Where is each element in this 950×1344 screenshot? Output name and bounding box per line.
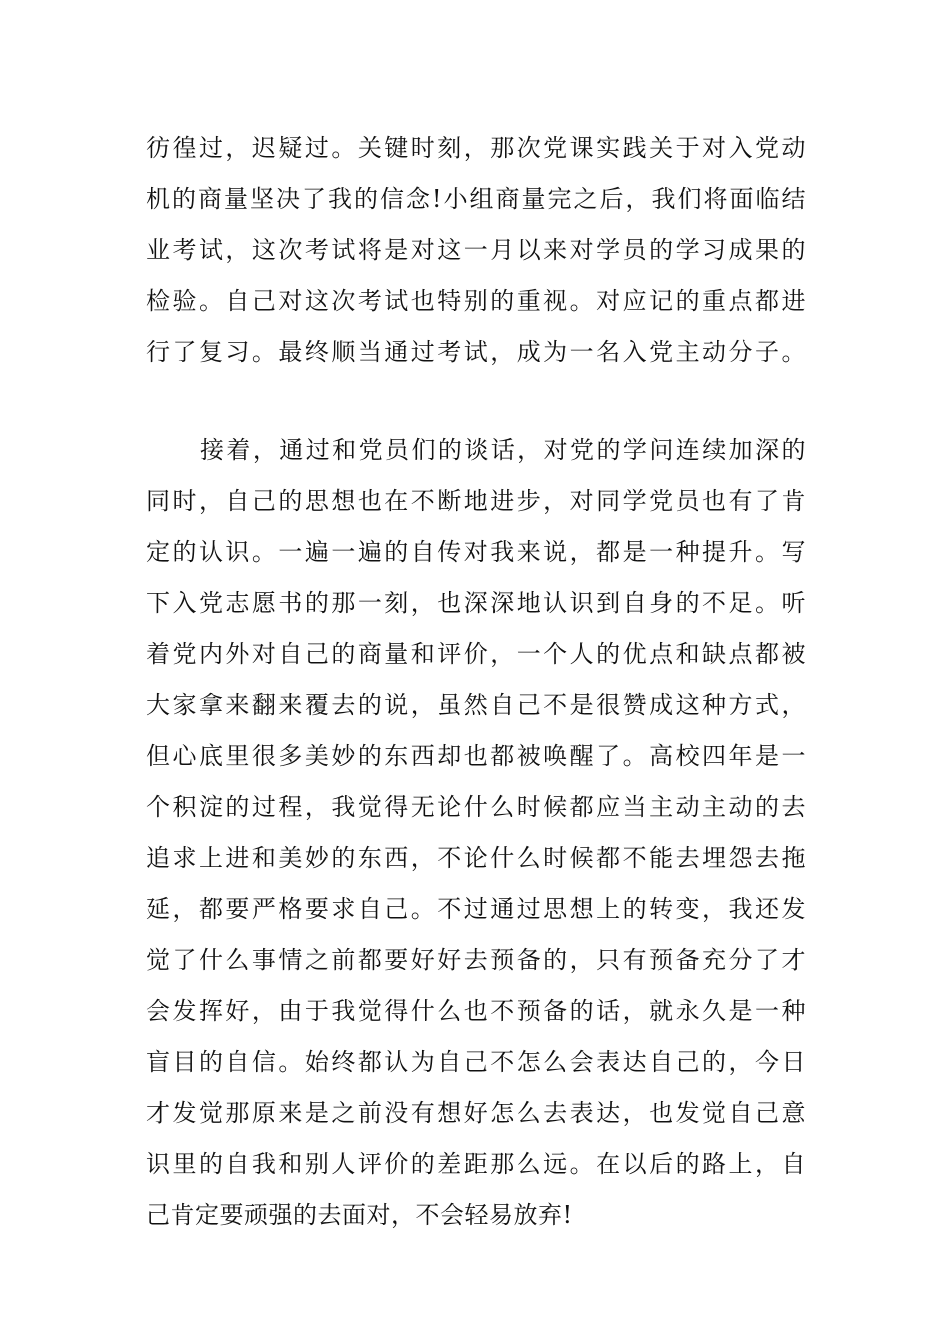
paragraph-line: 行了复习。最终顺当通过考试，成为一名入党主动分子。 bbox=[146, 338, 806, 366]
paragraph-1 bbox=[146, 123, 806, 378]
paragraph-2 bbox=[146, 425, 806, 1241]
paragraph-line: 定的认识。一遍一遍的自传对我来说，都是一种提升。写 bbox=[146, 538, 806, 566]
paragraph-line: 延，都要严格要求自己。不过通过思想上的转变，我还发 bbox=[146, 895, 806, 923]
paragraph-line: 但心底里很多美妙的东西却也都被唤醒了。高校四年是一 bbox=[146, 742, 806, 770]
paragraph-line: 机的商量坚决了我的信念!小组商量完之后，我们将面临结 bbox=[146, 185, 806, 213]
paragraph-line: 下入党志愿书的那一刻，也深深地认识到自身的不足。听 bbox=[146, 589, 806, 617]
paragraph-line: 才发觉那原来是之前没有想好怎么去表达，也发觉自己意 bbox=[146, 1099, 806, 1127]
paragraph-line: 追求上进和美妙的东西，不论什么时候都不能去埋怨去拖 bbox=[146, 844, 806, 872]
paragraph-line: 大家拿来翻来覆去的说，虽然自己不是很赞成这种方式， bbox=[146, 691, 806, 719]
paragraph-line: 识里的自我和别人评价的差距那么远。在以后的路上，自 bbox=[146, 1150, 806, 1178]
paragraph-line: 同时，自己的思想也在不断地进步，对同学党员也有了肯 bbox=[146, 487, 806, 515]
paragraph-line: 检验。自己对这次考试也特别的重视。对应记的重点都进 bbox=[146, 287, 806, 315]
paragraph-line: 着党内外对自己的商量和评价，一个人的优点和缺点都被 bbox=[146, 640, 806, 668]
paragraph-line: 业考试，这次考试将是对这一月以来对学员的学习成果的 bbox=[146, 236, 806, 264]
paragraph-line: 个积淀的过程，我觉得无论什么时候都应当主动主动的去 bbox=[146, 793, 806, 821]
paragraph-line: 盲目的自信。始终都认为自己不怎么会表达自己的，今日 bbox=[146, 1048, 806, 1076]
paragraph-line: 彷徨过，迟疑过。关键时刻，那次党课实践关于对入党动 bbox=[146, 134, 806, 162]
paragraph-line: 觉了什么事情之前都要好好去预备的，只有预备充分了才 bbox=[146, 946, 806, 974]
paragraph-line: 接着，通过和党员们的谈话，对党的学问连续加深的 bbox=[200, 436, 806, 464]
paragraph-line: 己肯定要顽强的去面对，不会轻易放弃! bbox=[146, 1201, 573, 1229]
paragraph-line: 会发挥好，由于我觉得什么也不预备的话，就永久是一种 bbox=[146, 997, 806, 1025]
